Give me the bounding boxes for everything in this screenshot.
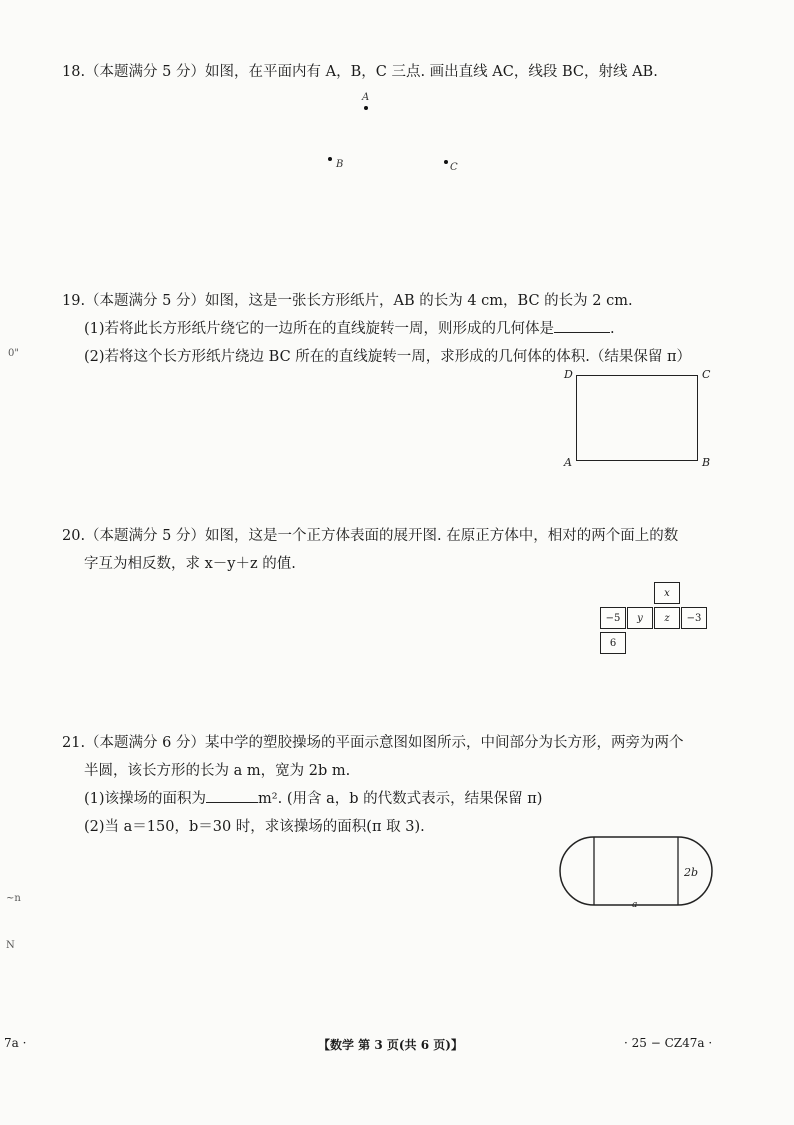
q21-part1-unit: m². (用含 a，b 的代数式表示，结果保留 π) [258, 791, 543, 807]
point-c-dot [444, 160, 448, 164]
rect-label-b: B [702, 456, 711, 469]
q19-part1 [62, 315, 762, 343]
margin-mark-2: ~n [6, 893, 21, 904]
q19-answer-blank[interactable] [554, 316, 610, 333]
q21-part1-text: (1)该操场的面积为 [84, 791, 207, 807]
point-b-dot [328, 157, 332, 161]
net-cell-x: x [654, 582, 680, 604]
q19-text: 19.（本题满分 5 分）如图，这是一张长方形纸片，AB 的长为 4 cm，BC 的长为 2 cm. [62, 293, 633, 309]
q19-part1-text: (1)若将此长方形纸片绕它的一边所在的直线旋转一周，则形成的几何体是 [84, 321, 555, 337]
net-cell-neg5: −5 [600, 607, 626, 629]
question-20 [62, 522, 762, 578]
net-cell-6: 6 [600, 632, 626, 654]
q20-line2: 字互为相反数，求 x－y＋z 的值. [84, 556, 296, 572]
stadium-length-label: a [632, 900, 638, 910]
q21-part1 [62, 785, 762, 813]
net-cell-z: z [654, 607, 680, 629]
margin-mark-3: N [6, 940, 15, 951]
rect-label-c: C [702, 368, 711, 381]
q21-line2: 半圆，该长方形的长为 a m，宽为 2b m. [84, 763, 351, 779]
net-cell-neg3: −3 [681, 607, 707, 629]
question-18 [62, 58, 762, 86]
margin-mark-1: 0" [8, 348, 19, 359]
q21-line1: 21.（本题满分 6 分）某中学的塑胶操场的平面示意图如图所示，中间部分为长方形，两旁为两个 [62, 735, 684, 751]
question-19 [62, 287, 762, 371]
q21-answer-blank[interactable] [206, 786, 258, 803]
footer-left-mark: 7a · [4, 1036, 27, 1050]
q20-line1: 20.（本题满分 5 分）如图，这是一个正方体表面的展开图. 在原正方体中，相对的两个面上的数 [62, 528, 679, 544]
footer-code: · 25 − CZ47a · [624, 1036, 713, 1050]
rect-label-a: A [564, 456, 572, 469]
q21-part2: (2)当 a＝150，b＝30 时，求该操场的面积(π 取 3). [84, 819, 425, 835]
footer-page-label: 【数学 第 3 页(共 6 页)】 [318, 1038, 463, 1052]
q18-text: 18.（本题满分 5 分）如图，在平面内有 A，B，C 三点. 画出直线 AC，线段 BC，射线 AB. [62, 64, 658, 80]
point-c-label: C [450, 162, 458, 173]
point-a-label: A [362, 92, 370, 103]
point-a-dot [364, 106, 368, 110]
rectangle-figure [576, 375, 698, 461]
question-21 [62, 729, 762, 841]
rect-label-d: D [564, 368, 573, 381]
stadium-width-label: 2b [684, 866, 699, 879]
q19-part1-end: . [610, 321, 615, 337]
point-b-label: B [336, 159, 344, 170]
net-cell-y: y [627, 607, 653, 629]
q19-part2: (2)若将这个长方形纸片绕边 BC 所在的直线旋转一周，求形成的几何体的体积.（结果保留 π） [84, 349, 692, 365]
